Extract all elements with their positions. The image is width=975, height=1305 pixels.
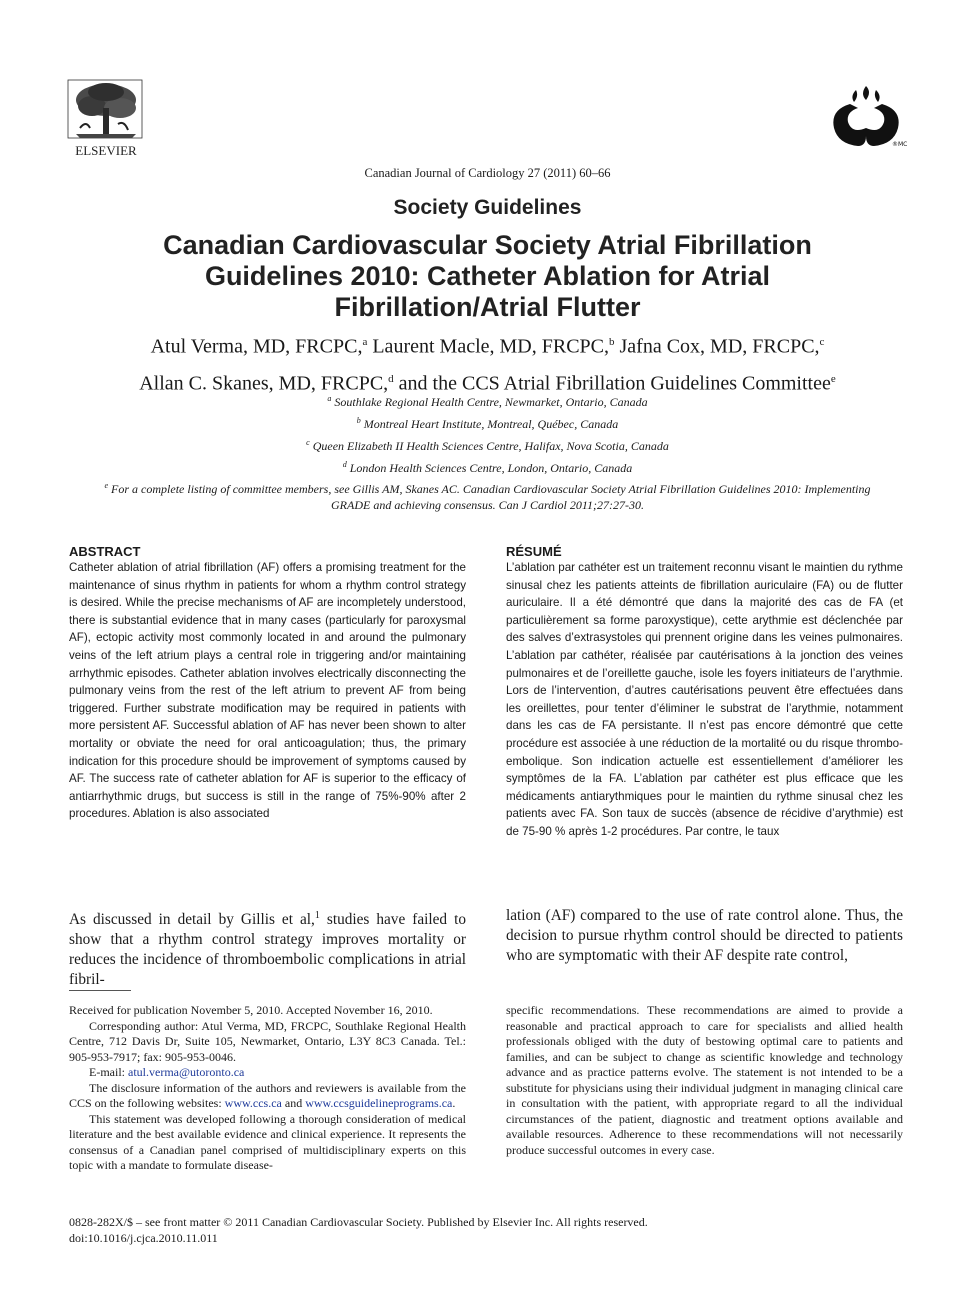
affiliation bbox=[100, 413, 875, 432]
affiliation bbox=[100, 457, 875, 476]
ccs-guideline-website-link[interactable]: www.ccsguidelineprograms.ca bbox=[305, 1096, 453, 1110]
footnote-divider bbox=[69, 990, 131, 991]
resume-text: L’ablation par cathéter est un traitement reconnu visant le maintien du rythme sinusal chez les patients atteints de fibrillation auriculaire (FA) ou de flutter auriculaire. Il a été démontré que dans la majorité des cas de FA (et particulièrement sa forme paroxystique), cette arythmie est déclenchée par des salves d’extrasystoles qui prennent origine dans les veines pulmonaires. L’ablation par cathéter, réalisée par cautérisations à la jonction des veines pulmonaires et de l’oreillette gauche, isole les foyers initiateurs de l’arythmie. Lors de l’intervention, d’autres cautérisations peuvent être effectuées dans les oreillettes, pour tenter d’éliminer le substrat de l’arythmie, notamment dans les cas de FA persistante. Il n’est pas encore démontré que cette procédure est associée à une réduction de la mortalité ou du risque thrombo-embolique. Son indication actuelle est essentiellement d’améliorer les symptômes de la FA. L’ablation par cathéter est plus efficace que les médicaments antiarythmiques pour le maintien du rythme sinusal chez les patients avec FA. Son taux de succès (absence de récidive d’arythmie) est de 75-90 % après 1-2 procédures. Par contre, le taux bbox=[506, 561, 903, 838]
affiliation-committee-note bbox=[100, 478, 875, 513]
abstract-heading: ABSTRACT bbox=[69, 544, 141, 559]
affiliation-mark: b bbox=[356, 416, 361, 425]
affiliation-text: Montreal Heart Institute, Montreal, Québec, Canada bbox=[363, 417, 619, 431]
abstract-text: Catheter ablation of atrial fibrillation (AF) offers a promising treatment for the maintenance of sinus rhythm in patients for whom a rhythm control strategy is desired. While the precise mechanisms of AF are incompletely understood, there is substantial evidence that in many cases (particularly for paroxysmal AF), ectopic activity most commonly located in and around the pulmonary veins of the left atrium plays a central role in triggering and/or maintaining arrhythmic episodes. Catheter ablation involves electrically disconnecting the pulmonary veins from the rest of the left atrium to prevent AF from being triggered. Further substrate modification may be required in patients with more persistent AF. Successful ablation of AF has never been shown to alter mortality or obviate the need for oral anticoagulation; thus, the primary indication for this procedure should be improvement of symptoms caused by AF. The success rate of catheter ablation for AF is superior to the efficacy of antiarrhythmic drugs, but success is still in the range of 75%-90% after 2 procedures. Ablation is also associated bbox=[69, 561, 466, 821]
journal-citation: Canadian Journal of Cardiology 27 (2011) 60–66 bbox=[364, 166, 611, 180]
affiliation-text: Southlake Regional Health Centre, Newmarket, Ontario, Canada bbox=[334, 395, 648, 409]
author-name: Laurent Macle, MD, FRCPC, bbox=[367, 335, 609, 358]
affiliation-mark: a bbox=[327, 394, 332, 403]
affiliation-mark: e bbox=[830, 372, 836, 385]
article-title: Canadian Cardiovascular Society Atrial Fibrillation Guidelines 2010: Catheter Ablation for Atrial Fibrillation/Atrial Flutter bbox=[163, 230, 812, 322]
resume-heading: RÉSUMÉ bbox=[506, 544, 562, 559]
affiliation-mark: c bbox=[306, 438, 310, 447]
disclosure-note bbox=[69, 1081, 466, 1112]
received-note: Received for publication November 5, 2010. Accepted November 16, 2010. bbox=[69, 1003, 433, 1017]
body-paragraph-left bbox=[69, 906, 466, 990]
body-text: As discussed in detail by Gillis et al, bbox=[69, 911, 315, 929]
disclosure-text: . bbox=[452, 1096, 456, 1110]
ccs-website-link[interactable]: www.ccs.ca bbox=[224, 1096, 282, 1110]
affiliation bbox=[100, 435, 875, 454]
ccs-logo bbox=[826, 82, 908, 148]
author-list bbox=[60, 326, 915, 399]
affiliation-text: London Health Sciences Centre, London, Ontario, Canada bbox=[349, 461, 633, 475]
svg-text:ELSEVIER: ELSEVIER bbox=[75, 143, 137, 158]
author-line-1 bbox=[60, 326, 915, 363]
affiliation-mark: a bbox=[362, 336, 368, 348]
author-name: Atul Verma, MD, FRCPC, bbox=[150, 335, 363, 358]
footnotes-right: specific recommendations. These recommendations are aimed to provide a reasonable and practical approach to care for specialists and allied health professionals obliged with the duty of bestowing optimal care to patients and families, and can be subject to change as scientific knowledge and technology advance and as practice patterns evolve. The statement is not intended to be a substitute for physicians using their individual judgment in managing clinical care in consultation with the patient, with appropriate regard to all the individual circumstances of the patient, diagnostic and treatment options available and available resources. Adherence to these recommendations will not necessarily produce successful outcomes in every case. bbox=[506, 1003, 903, 1157]
email-link[interactable]: atul.verma@utoronto.ca bbox=[128, 1065, 245, 1079]
section-label: Society Guidelines bbox=[393, 196, 582, 219]
affiliation-mark: c bbox=[819, 336, 825, 348]
author-name: Jafna Cox, MD, FRCPC, bbox=[614, 335, 820, 358]
svg-text:®MC: ®MC bbox=[892, 141, 908, 148]
affiliation-mark: e bbox=[104, 481, 109, 490]
footnotes-left bbox=[69, 1003, 466, 1174]
affiliation bbox=[100, 391, 875, 410]
citation-mark: 1 bbox=[314, 910, 320, 921]
body-paragraph-right: lation (AF) compared to the use of rate control alone. Thus, the decision to pursue rhythm control should be directed to patients who are symptomatic with their AF despite rate control, bbox=[506, 907, 903, 964]
copyright-line: 0828-282X/$ – see front matter © 2011 Canadian Cardiovascular Society. Published by Elsevier Inc. All rights reserved. bbox=[69, 1215, 648, 1229]
author-name: Allan C. Skanes, MD, FRCPC, bbox=[139, 372, 389, 395]
affiliation-text: Queen Elizabeth II Health Sciences Centre, Halifax, Nova Scotia, Canada bbox=[312, 439, 669, 453]
email-note bbox=[69, 1065, 466, 1081]
copyright-footer bbox=[69, 1214, 648, 1246]
disclosure-text: and bbox=[281, 1096, 306, 1110]
email-label: E-mail: bbox=[89, 1065, 128, 1079]
affiliation-text: For a complete listing of committee members, see Gillis AM, Skanes AC. Canadian Cardiovascular Society Atrial Fibrillation Guidelines 2010: Implementing GRADE and achieving consensus. Can J Cardiol 2011;27:27-30. bbox=[111, 482, 871, 512]
elsevier-tree-icon bbox=[66, 78, 146, 160]
disclosure-text: The disclosure information of the authors and reviewers is available from the CCS on the following websites: bbox=[69, 1080, 466, 1110]
ccs-heart-icon bbox=[826, 82, 908, 148]
corresponding-author-note: Corresponding author: Atul Verma, MD, FRCPC, Southlake Regional Health Centre, 712 Davis Dr, Suite 105, Newmarket, Ontario, L3Y 8C3 Canada. Tel.: 905-953-7917; fax: 905-953-0046. bbox=[69, 1018, 466, 1064]
affiliation-mark: d bbox=[388, 372, 394, 385]
elsevier-logo bbox=[66, 78, 146, 160]
author-name: and the CCS Atrial Fibrillation Guidelines Committee bbox=[393, 372, 831, 395]
statement-note: This statement was developed following a thorough consideration of medical literature and the best available evidence and clinical experience. It represents the consensus of a Canadian panel comprised of multidisciplinary experts on this topic with a mandate to formulate disease- bbox=[69, 1111, 466, 1172]
doi-line: doi:10.1016/j.cjca.2010.11.011 bbox=[69, 1231, 218, 1245]
affiliation-mark: b bbox=[609, 336, 615, 348]
body-text: studies have failed to show that a rhythm control strategy improves mortality or reduces the incidence of thromboembolic complications in atrial fibril- bbox=[69, 911, 467, 989]
affiliation-mark: d bbox=[342, 460, 347, 469]
